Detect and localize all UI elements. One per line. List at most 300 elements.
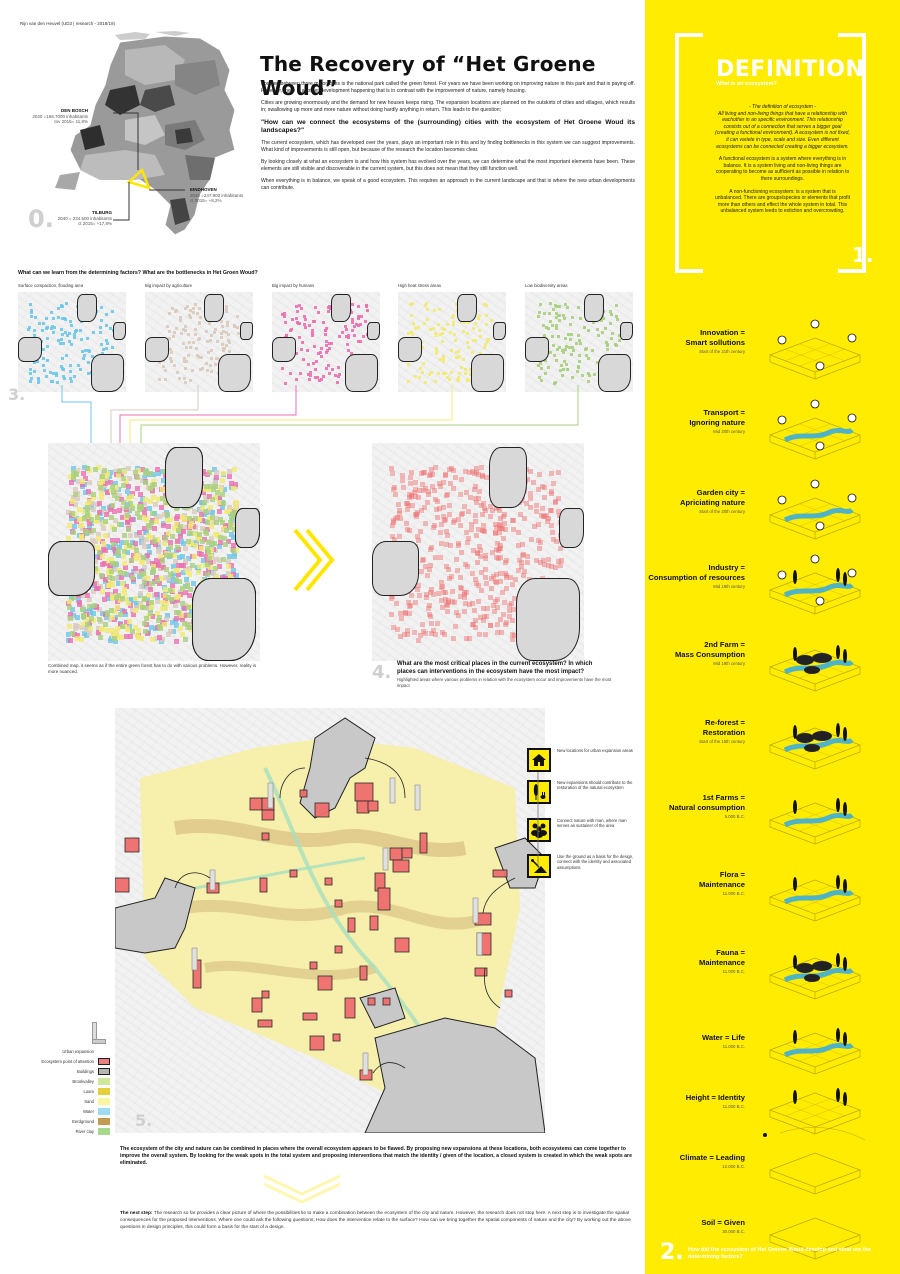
grid-cell xyxy=(168,572,173,577)
grid-cell xyxy=(69,320,72,323)
era-title: Industry = xyxy=(708,563,745,572)
legend-row: Loam xyxy=(30,1086,110,1096)
grid-cell xyxy=(178,377,181,380)
grid-cell xyxy=(205,562,210,567)
grid-cell xyxy=(536,538,541,543)
grid-cell xyxy=(337,366,340,369)
grid-cell xyxy=(165,518,170,523)
grid-cell xyxy=(571,316,574,319)
grid-cell xyxy=(160,558,165,563)
grid-cell xyxy=(206,540,211,545)
grid-cell xyxy=(104,512,109,517)
legend-row: River clay xyxy=(30,1126,110,1136)
grid-cell xyxy=(357,316,360,319)
grid-cell xyxy=(111,310,114,313)
principle-restoration: New expansions should contribute to the restoration of the natural ecosystem xyxy=(527,780,637,804)
grid-cell xyxy=(61,367,64,370)
grid-cell xyxy=(583,326,586,329)
grid-cell xyxy=(220,320,223,323)
grid-cell xyxy=(152,482,157,487)
grid-cell xyxy=(66,334,69,337)
grid-cell xyxy=(429,328,432,331)
grid-cell xyxy=(462,592,467,597)
grid-cell xyxy=(103,519,108,524)
grid-cell xyxy=(155,467,160,472)
grid-cell xyxy=(458,585,463,590)
grid-cell xyxy=(432,523,437,528)
grid-cell xyxy=(210,357,213,360)
section4-subtitle: Highlighted areas where various problems in relation with the ecosystem occur and improvements have the most impact xyxy=(397,677,612,688)
grid-cell xyxy=(446,376,449,379)
grid-cell xyxy=(168,553,173,558)
grid-cell xyxy=(105,347,108,350)
grid-cell xyxy=(170,534,175,539)
era-date: Mid 19th century xyxy=(713,661,745,666)
grid-cell xyxy=(70,380,73,383)
grid-cell xyxy=(490,319,493,322)
grid-cell xyxy=(86,489,91,494)
legend-row: Sand xyxy=(30,1096,110,1106)
grid-cell xyxy=(426,489,431,494)
grid-cell xyxy=(544,372,547,375)
grid-cell xyxy=(148,471,153,476)
era-title: 2nd Farm = xyxy=(704,640,745,649)
map-legend xyxy=(30,1040,110,1136)
grid-cell xyxy=(571,376,574,379)
grid-cell xyxy=(429,621,434,626)
grid-cell xyxy=(194,303,197,306)
grid-cell xyxy=(500,590,505,595)
grid-cell xyxy=(30,309,33,312)
grid-cell xyxy=(353,334,356,337)
grid-cell xyxy=(187,593,192,598)
grid-cell xyxy=(449,331,452,334)
grid-cell xyxy=(474,322,477,325)
grid-cell xyxy=(484,343,487,346)
grid-cell xyxy=(410,314,413,317)
grid-cell xyxy=(67,624,72,629)
grid-cell xyxy=(75,329,78,332)
grid-cell xyxy=(118,612,123,617)
grid-cell xyxy=(111,542,116,547)
grid-cell xyxy=(438,308,441,311)
grid-cell xyxy=(102,597,107,602)
grid-cell xyxy=(320,347,323,350)
grid-cell xyxy=(107,575,112,580)
grid-cell xyxy=(192,554,197,559)
grid-cell xyxy=(56,381,59,384)
grid-cell xyxy=(566,306,569,309)
grid-cell xyxy=(400,478,405,483)
grid-cell xyxy=(192,307,195,310)
grid-cell xyxy=(481,528,486,533)
grid-cell xyxy=(180,332,183,335)
grid-cell xyxy=(33,370,36,373)
grid-cell xyxy=(281,367,284,370)
era-block-diagram xyxy=(760,852,870,932)
grid-cell xyxy=(112,527,117,532)
grid-cell xyxy=(419,367,422,370)
grid-cell xyxy=(454,339,457,342)
grid-cell xyxy=(560,364,563,367)
era-title: Soil = Given xyxy=(701,1218,745,1227)
grid-cell xyxy=(98,485,103,490)
grid-cell xyxy=(450,589,455,594)
grid-cell xyxy=(503,622,508,627)
factor-map xyxy=(145,292,253,392)
grid-cell xyxy=(443,590,448,595)
grid-cell xyxy=(117,508,122,513)
grid-cell xyxy=(164,378,167,381)
grid-cell xyxy=(435,350,438,353)
grid-cell xyxy=(471,548,476,553)
grid-cell xyxy=(497,530,502,535)
grid-cell xyxy=(299,372,302,375)
grid-cell xyxy=(73,375,76,378)
grid-cell xyxy=(46,359,49,362)
grid-cell xyxy=(457,379,460,382)
grid-cell xyxy=(488,623,493,628)
grid-cell xyxy=(106,342,109,345)
grid-cell xyxy=(432,327,435,330)
grid-cell xyxy=(55,372,58,375)
grid-cell xyxy=(122,469,127,474)
grid-cell xyxy=(469,527,474,532)
grid-cell xyxy=(70,631,75,636)
grid-cell xyxy=(86,337,89,340)
grid-cell xyxy=(460,366,463,369)
grid-cell xyxy=(150,637,155,642)
grid-cell xyxy=(52,317,55,320)
grid-cell xyxy=(126,484,131,489)
grid-cell xyxy=(186,605,191,610)
city-outline xyxy=(77,294,96,322)
grid-cell xyxy=(359,323,362,326)
grid-cell xyxy=(426,308,429,311)
grid-cell xyxy=(192,341,195,344)
grid-cell xyxy=(99,326,102,329)
grid-cell xyxy=(397,534,402,539)
grid-cell xyxy=(213,566,218,571)
grid-cell xyxy=(366,309,369,312)
grid-cell xyxy=(561,374,564,377)
grid-cell xyxy=(125,520,130,525)
era-title: Height = Identity xyxy=(685,1093,745,1102)
grid-cell xyxy=(89,517,94,522)
grid-cell xyxy=(197,564,202,569)
grid-cell xyxy=(477,544,482,549)
intervention-map-graphic xyxy=(115,708,545,1133)
grid-cell xyxy=(415,587,420,592)
grid-cell xyxy=(103,622,108,627)
grid-cell xyxy=(62,342,65,345)
grid-cell xyxy=(121,500,126,505)
grid-cell xyxy=(391,518,396,523)
grid-cell xyxy=(211,487,216,492)
grid-cell xyxy=(438,530,443,535)
grid-cell xyxy=(578,354,581,357)
grid-cell xyxy=(70,499,75,504)
grid-cell xyxy=(77,364,80,367)
grid-cell xyxy=(52,331,55,334)
era-subtitle: Consumption of resources xyxy=(648,573,745,582)
era-date: 30.000 B.C. xyxy=(722,1229,745,1234)
grid-cell xyxy=(203,529,208,534)
grid-cell xyxy=(483,508,488,513)
grid-cell xyxy=(130,517,135,522)
grid-cell xyxy=(453,333,456,336)
grid-cell xyxy=(209,364,212,367)
timeline-era xyxy=(645,545,900,625)
grid-cell xyxy=(156,563,161,568)
grid-cell xyxy=(429,631,434,636)
grid-cell xyxy=(170,583,175,588)
grid-cell xyxy=(347,349,350,352)
grid-cell xyxy=(300,307,303,310)
city-outline xyxy=(372,541,419,596)
grid-cell xyxy=(312,320,315,323)
grid-cell xyxy=(153,502,158,507)
grid-cell xyxy=(519,564,524,569)
grid-cell xyxy=(170,360,173,363)
grid-cell xyxy=(193,543,198,548)
grid-cell xyxy=(173,331,176,334)
grid-cell xyxy=(553,354,556,357)
intro-paragraph: Located between three major cities is the national park called the green forest. For years we have been working on improving nature in this park and that is paying off. However, there is another development happening that is in contrast with the improvement of nature, namely housing. xyxy=(261,81,635,94)
grid-cell xyxy=(555,359,558,362)
grid-cell xyxy=(540,367,543,370)
grid-cell xyxy=(318,379,321,382)
grid-cell xyxy=(130,629,135,634)
grid-cell xyxy=(216,340,219,343)
grid-cell xyxy=(539,303,542,306)
city-outline xyxy=(493,322,506,340)
grid-cell xyxy=(157,547,162,552)
grid-cell xyxy=(587,380,590,383)
section4-title: What are the most critical places in the current ecosystem? In which places can interventions in the ecosystem have the most impact? xyxy=(397,661,593,675)
grid-cell xyxy=(29,303,32,306)
grid-cell xyxy=(109,608,114,613)
grid-cell xyxy=(445,603,450,608)
grid-cell xyxy=(432,488,437,493)
grid-cell xyxy=(459,477,464,482)
grid-cell xyxy=(498,579,503,584)
grid-cell xyxy=(193,516,198,521)
grid-cell xyxy=(424,381,427,384)
grid-cell xyxy=(558,314,561,317)
grid-cell xyxy=(105,339,108,342)
grid-cell xyxy=(80,607,85,612)
grid-cell xyxy=(466,536,471,541)
city-outline xyxy=(620,322,633,340)
grid-cell xyxy=(221,557,226,562)
factor-label: Big impact by agriculture xyxy=(145,283,193,288)
functional-ecosystem-text: A functional ecosystem is a system where everything is in balance. It is a system living and non-living things are cooperating to become as sufficient as possible in relation to there surroundings. xyxy=(715,156,850,182)
factor-map-heat-stress xyxy=(398,283,508,392)
grid-cell xyxy=(99,495,104,500)
grid-cell xyxy=(408,481,413,486)
grid-cell xyxy=(103,533,108,538)
grid-cell xyxy=(587,372,590,375)
grid-cell xyxy=(205,362,208,365)
intro-paragraph: When everything is in balance, we speak of a good ecosystem. This requires an approach in the current landscape and that is where the new urban developments can contribute. xyxy=(261,178,635,191)
grid-cell xyxy=(100,319,103,322)
grid-cell xyxy=(205,330,208,333)
grid-cell xyxy=(176,371,179,374)
era-title: Innovation = xyxy=(700,328,745,337)
grid-cell xyxy=(344,325,347,328)
grid-cell xyxy=(351,303,354,306)
grid-cell xyxy=(546,557,551,562)
grid-cell xyxy=(360,315,363,318)
grid-cell xyxy=(303,315,306,318)
grid-cell xyxy=(353,325,356,328)
grid-cell xyxy=(135,475,140,480)
grid-cell xyxy=(365,304,368,307)
grid-cell xyxy=(210,334,213,337)
era-date: 11.000 B.C. xyxy=(722,1044,745,1049)
grid-cell xyxy=(159,505,164,510)
grid-cell xyxy=(551,481,556,486)
grid-cell xyxy=(117,469,122,474)
era-title: Re-forest = xyxy=(705,718,745,727)
grid-cell xyxy=(182,342,185,345)
grid-cell xyxy=(479,570,484,575)
era-block-diagram xyxy=(760,310,870,390)
grid-cell xyxy=(154,592,159,597)
grid-cell xyxy=(42,364,45,367)
grid-cell xyxy=(450,371,453,374)
grid-cell xyxy=(74,472,79,477)
grid-cell xyxy=(549,351,552,354)
research-question: "How can we connect the ecosystems of the (surrounding) cities with the ecosystem of Het Groene Woud its landscapes?" xyxy=(261,119,635,134)
timeline-era xyxy=(645,852,900,932)
legend-row: Water xyxy=(30,1106,110,1116)
grid-cell xyxy=(467,602,472,607)
grid-cell xyxy=(308,378,311,381)
grid-cell xyxy=(127,619,132,624)
grid-cell xyxy=(102,348,105,351)
grid-cell xyxy=(498,546,503,551)
grid-cell xyxy=(175,539,180,544)
grid-cell xyxy=(179,319,182,322)
grid-cell xyxy=(424,595,429,600)
grid-cell xyxy=(397,508,402,513)
grid-cell xyxy=(101,526,106,531)
grid-cell xyxy=(99,573,104,578)
grid-cell xyxy=(503,560,508,565)
grid-cell xyxy=(169,357,172,360)
grid-cell xyxy=(69,480,74,485)
grid-cell xyxy=(317,352,320,355)
definition-title: DEFINITION xyxy=(716,57,865,82)
grid-cell xyxy=(110,484,115,489)
grid-cell xyxy=(142,605,147,610)
era-title: Garden city = xyxy=(696,488,745,497)
grid-cell xyxy=(462,609,467,614)
city-outline xyxy=(559,508,584,547)
era-date: 5.000 B.C. xyxy=(724,814,745,819)
grid-cell xyxy=(441,480,446,485)
grid-cell xyxy=(462,330,465,333)
grid-cell xyxy=(137,530,142,535)
grid-cell xyxy=(185,346,188,349)
grid-cell xyxy=(136,628,141,633)
grid-cell xyxy=(29,368,32,371)
grid-cell xyxy=(423,322,426,325)
grid-cell xyxy=(150,511,155,516)
grid-cell xyxy=(155,578,160,583)
grid-cell xyxy=(142,621,147,626)
grid-cell xyxy=(587,357,590,360)
grid-cell xyxy=(440,630,445,635)
era-block-diagram xyxy=(760,775,870,855)
grid-cell xyxy=(300,348,303,351)
grid-cell xyxy=(454,557,459,562)
grid-cell xyxy=(184,325,187,328)
grid-cell xyxy=(570,353,573,356)
city-outline xyxy=(192,578,256,661)
grid-cell xyxy=(338,373,341,376)
grid-cell xyxy=(317,311,320,314)
timeline-era xyxy=(645,470,900,550)
era-date: 12.000 B.C. xyxy=(722,1164,745,1169)
grid-cell xyxy=(439,541,444,546)
grid-cell xyxy=(557,305,560,308)
grid-cell xyxy=(610,337,613,340)
grid-cell xyxy=(231,486,236,491)
grid-cell xyxy=(465,564,470,569)
grid-cell xyxy=(96,536,101,541)
era-subtitle: Mass Consumption xyxy=(674,650,745,659)
grid-cell xyxy=(578,360,581,363)
city-outline xyxy=(367,322,380,340)
grid-cell xyxy=(536,522,541,527)
grid-cell xyxy=(75,636,80,641)
grid-cell xyxy=(207,470,212,475)
grid-cell xyxy=(501,612,506,617)
grid-cell xyxy=(569,338,572,341)
era-date: Start of the 21th century xyxy=(699,349,745,354)
grid-cell xyxy=(549,302,552,305)
grid-cell xyxy=(85,466,90,471)
grid-cell xyxy=(77,507,82,512)
factor-label: Low biodiversity areas xyxy=(525,283,568,288)
grid-cell xyxy=(447,503,452,508)
grid-cell xyxy=(474,339,477,342)
grid-cell xyxy=(309,371,312,374)
grid-cell xyxy=(196,312,199,315)
grid-cell xyxy=(168,312,171,315)
grid-cell xyxy=(418,529,423,534)
grid-cell xyxy=(101,541,106,546)
grid-cell xyxy=(330,342,333,345)
grid-cell xyxy=(357,305,360,308)
grid-cell xyxy=(143,468,148,473)
grid-cell xyxy=(87,499,92,504)
bracket-left xyxy=(675,33,703,273)
grid-cell xyxy=(414,375,417,378)
grid-cell xyxy=(61,357,64,360)
grid-cell xyxy=(511,527,516,532)
grid-cell xyxy=(416,638,421,643)
grid-cell xyxy=(87,349,90,352)
next-step-text: The next step: The research so far provides a clear picture of where the possibilities lie to make a combination between the ecosystem of the city and nature. However, the research does not stop here. A next step is to investigate the spatial consequences for the proposed interventions. Where one could ask the following questions; How does the intervention relate to the surface? How can we bring together the spatial components of nature and the city? By working out the above questions in design principles, this could form a basis for the start of a design. xyxy=(120,1211,631,1230)
city-outline xyxy=(489,447,527,508)
grid-cell xyxy=(232,467,237,472)
grid-cell xyxy=(615,315,618,318)
grid-cell xyxy=(301,341,304,344)
